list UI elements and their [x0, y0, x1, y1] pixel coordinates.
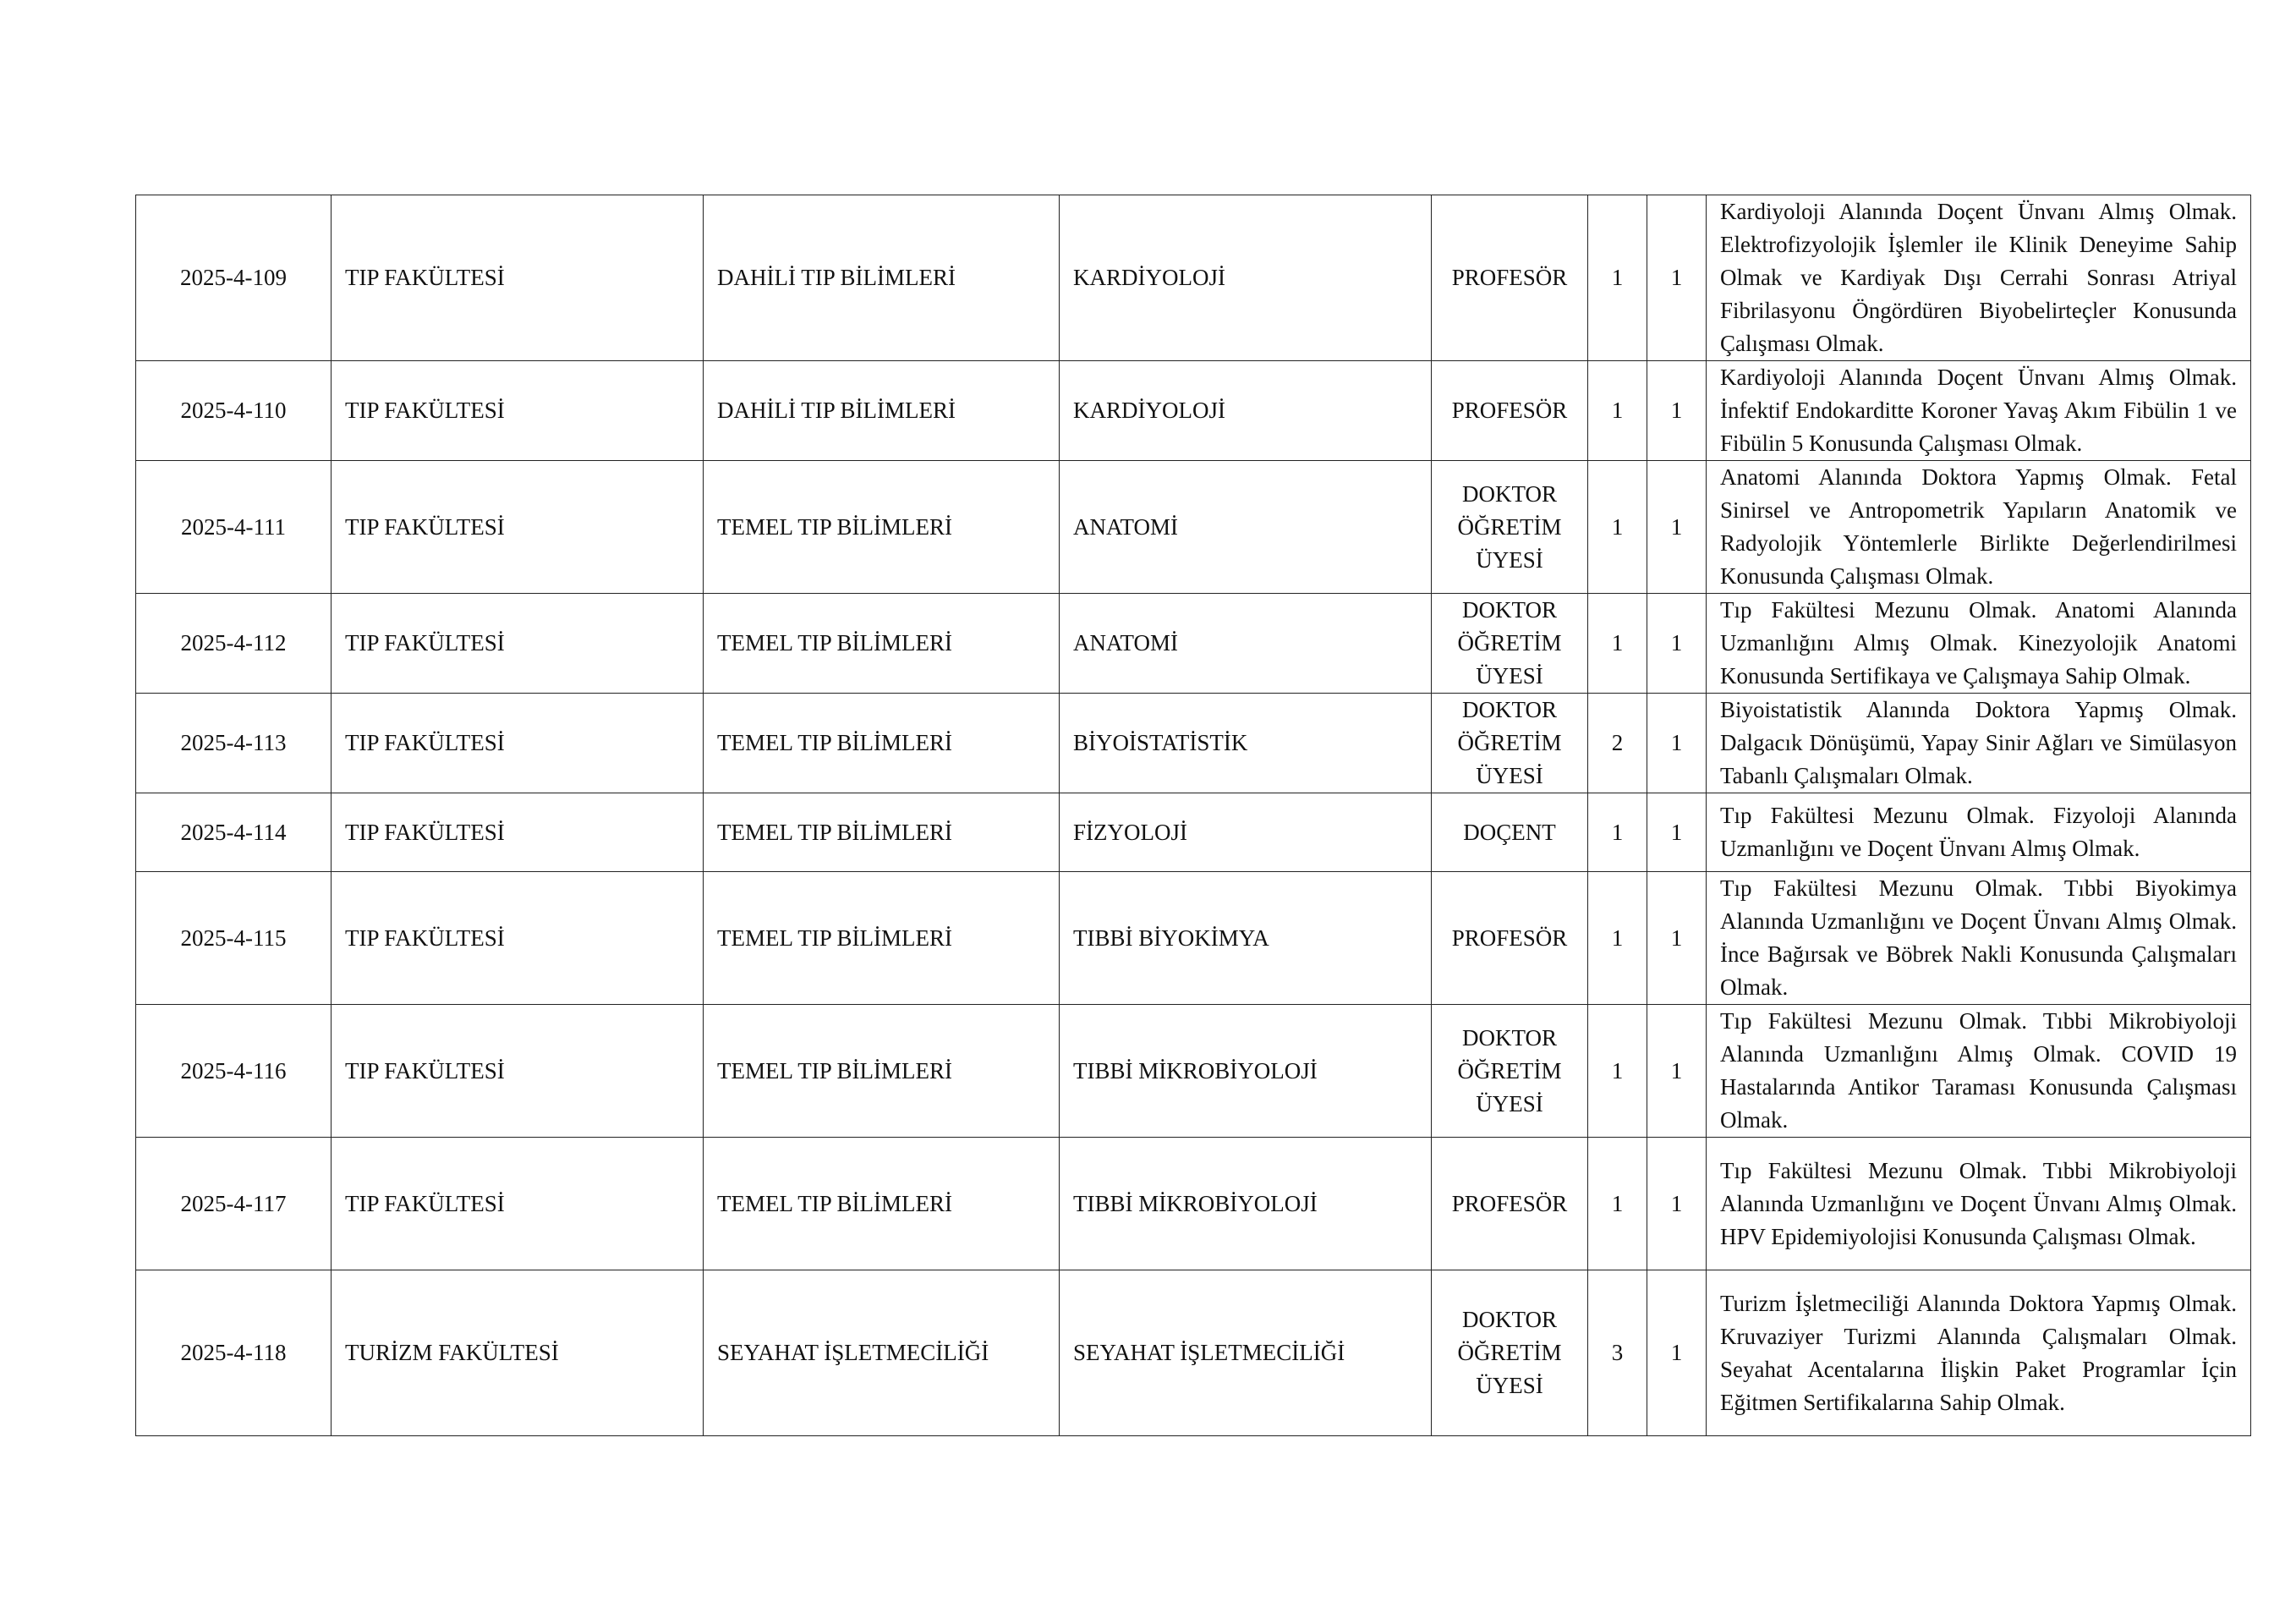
table-row	[136, 872, 2251, 1005]
posting-id-cell: 2025-4-113	[136, 694, 332, 793]
faculty-cell: TIP FAKÜLTESİ	[332, 694, 704, 793]
table-row	[136, 694, 2251, 793]
count-cell: 1	[1588, 872, 1647, 1005]
requirement-cell: Tıp Fakültesi Mezunu Olmak. Tıbbi Mikrobiyoloji Alanında Uzmanlığını Almış Olmak. COVID 19 Hastalarında Antikor Taraması Konusunda Çalışması Olmak.	[1707, 1005, 2251, 1138]
table-row	[136, 793, 2251, 872]
faculty-cell: TIP FAKÜLTESİ	[332, 1005, 704, 1138]
count-cell: 2	[1588, 694, 1647, 793]
requirement-cell: Tıp Fakültesi Mezunu Olmak. Tıbbi Mikrobiyoloji Alanında Uzmanlığını ve Doçent Ünvanı Almış Olmak. HPV Epidemiyolojisi Konusunda Çalışması Olmak.	[1707, 1138, 2251, 1270]
department-cell: TEMEL TIP BİLİMLERİ	[704, 694, 1060, 793]
count-cell: 1	[1588, 594, 1647, 694]
program-cell: KARDİYOLOJİ	[1060, 361, 1432, 461]
department-cell: TEMEL TIP BİLİMLERİ	[704, 872, 1060, 1005]
department-cell: TEMEL TIP BİLİMLERİ	[704, 1005, 1060, 1138]
program-cell: ANATOMİ	[1060, 594, 1432, 694]
table-row	[136, 1138, 2251, 1270]
count-cell: 1	[1588, 461, 1647, 594]
academic-title-cell: PROFESÖR	[1432, 872, 1588, 1005]
department-cell: DAHİLİ TIP BİLİMLERİ	[704, 361, 1060, 461]
posting-id-cell: 2025-4-117	[136, 1138, 332, 1270]
requirement-cell: Anatomi Alanında Doktora Yapmış Olmak. Fetal Sinirsel ve Antropometrik Yapıların Anatomik ve Radyolojik Yöntemlerle Birlikte Değerlendirilmesi Konusunda Çalışması Olmak.	[1707, 461, 2251, 594]
program-cell: FİZYOLOJİ	[1060, 793, 1432, 872]
academic-title-cell: PROFESÖR	[1432, 1138, 1588, 1270]
posting-id-cell: 2025-4-115	[136, 872, 332, 1005]
program-cell: TIBBİ MİKROBİYOLOJİ	[1060, 1005, 1432, 1138]
academic-title-cell: DOKTOR ÖĞRETİM ÜYESİ	[1432, 1270, 1588, 1436]
requirement-cell: Tıp Fakültesi Mezunu Olmak. Fizyoloji Alanında Uzmanlığını ve Doçent Ünvanı Almış Olmak.	[1707, 793, 2251, 872]
table-row	[136, 1270, 2251, 1436]
count-cell: 1	[1588, 361, 1647, 461]
count-cell: 1	[1647, 694, 1707, 793]
program-cell: KARDİYOLOJİ	[1060, 195, 1432, 361]
table-row	[136, 1005, 2251, 1138]
program-cell: BİYOİSTATİSTİK	[1060, 694, 1432, 793]
requirement-cell: Biyoistatistik Alanında Doktora Yapmış Olmak. Dalgacık Dönüşümü, Yapay Sinir Ağları ve Simülasyon Tabanlı Çalışmaları Olmak.	[1707, 694, 2251, 793]
program-cell: ANATOMİ	[1060, 461, 1432, 594]
positions-table	[135, 195, 2251, 1436]
program-cell: TIBBİ MİKROBİYOLOJİ	[1060, 1138, 1432, 1270]
requirement-cell: Tıp Fakültesi Mezunu Olmak. Anatomi Alanında Uzmanlığını Almış Olmak. Kinezyolojik Anatomi Konusunda Sertifikaya ve Çalışmaya Sahip Olmak.	[1707, 594, 2251, 694]
academic-title-cell: DOKTOR ÖĞRETİM ÜYESİ	[1432, 594, 1588, 694]
count-cell: 1	[1647, 872, 1707, 1005]
count-cell: 1	[1588, 1138, 1647, 1270]
program-cell: SEYAHAT İŞLETMECİLİĞİ	[1060, 1270, 1432, 1436]
academic-title-cell: DOKTOR ÖĞRETİM ÜYESİ	[1432, 461, 1588, 594]
table-row	[136, 594, 2251, 694]
table-row	[136, 195, 2251, 361]
department-cell: TEMEL TIP BİLİMLERİ	[704, 461, 1060, 594]
academic-title-cell: DOÇENT	[1432, 793, 1588, 872]
faculty-cell: TIP FAKÜLTESİ	[332, 1138, 704, 1270]
count-cell: 3	[1588, 1270, 1647, 1436]
requirement-cell: Kardiyoloji Alanında Doçent Ünvanı Almış Olmak. İnfektif Endokarditte Koroner Yavaş Akım Fibülin 1 ve Fibülin 5 Konusunda Çalışması Olmak.	[1707, 361, 2251, 461]
requirement-cell: Turizm İşletmeciliği Alanında Doktora Yapmış Olmak. Kruvaziyer Turizmi Alanında Çalışmaları Olmak. Seyahat Acentalarına İlişkin Paket Programlar İçin Eğitmen Sertifikalarına Sahip Olmak.	[1707, 1270, 2251, 1436]
department-cell: SEYAHAT İŞLETMECİLİĞİ	[704, 1270, 1060, 1436]
academic-title-cell: PROFESÖR	[1432, 361, 1588, 461]
faculty-cell: TIP FAKÜLTESİ	[332, 793, 704, 872]
table-row	[136, 361, 2251, 461]
count-cell: 1	[1647, 793, 1707, 872]
count-cell: 1	[1647, 361, 1707, 461]
count-cell: 1	[1588, 793, 1647, 872]
count-cell: 1	[1588, 195, 1647, 361]
academic-title-cell: DOKTOR ÖĞRETİM ÜYESİ	[1432, 1005, 1588, 1138]
academic-title-cell: DOKTOR ÖĞRETİM ÜYESİ	[1432, 694, 1588, 793]
requirement-cell: Kardiyoloji Alanında Doçent Ünvanı Almış Olmak. Elektrofizyolojik İşlemler ile Klinik Deneyime Sahip Olmak ve Kardiyak Dışı Cerrahi Sonrası Atriyal Fibrilasyonu Öngördüren Biyobelirteçler Konusunda Çalışması Olmak.	[1707, 195, 2251, 361]
count-cell: 1	[1647, 594, 1707, 694]
count-cell: 1	[1647, 1005, 1707, 1138]
department-cell: TEMEL TIP BİLİMLERİ	[704, 1138, 1060, 1270]
table-body	[136, 195, 2251, 1436]
posting-id-cell: 2025-4-111	[136, 461, 332, 594]
department-cell: DAHİLİ TIP BİLİMLERİ	[704, 195, 1060, 361]
count-cell: 1	[1647, 461, 1707, 594]
count-cell: 1	[1647, 1270, 1707, 1436]
count-cell: 1	[1588, 1005, 1647, 1138]
faculty-cell: TIP FAKÜLTESİ	[332, 461, 704, 594]
department-cell: TEMEL TIP BİLİMLERİ	[704, 594, 1060, 694]
table-row	[136, 461, 2251, 594]
faculty-cell: TIP FAKÜLTESİ	[332, 195, 704, 361]
posting-id-cell: 2025-4-110	[136, 361, 332, 461]
requirement-cell: Tıp Fakültesi Mezunu Olmak. Tıbbi Biyokimya Alanında Uzmanlığını ve Doçent Ünvanı Almış Olmak. İnce Bağırsak ve Böbrek Nakli Konusunda Çalışmaları Olmak.	[1707, 872, 2251, 1005]
department-cell: TEMEL TIP BİLİMLERİ	[704, 793, 1060, 872]
posting-id-cell: 2025-4-114	[136, 793, 332, 872]
posting-id-cell: 2025-4-109	[136, 195, 332, 361]
posting-id-cell: 2025-4-118	[136, 1270, 332, 1436]
faculty-cell: TIP FAKÜLTESİ	[332, 361, 704, 461]
academic-title-cell: PROFESÖR	[1432, 195, 1588, 361]
count-cell: 1	[1647, 1138, 1707, 1270]
faculty-cell: TURİZM FAKÜLTESİ	[332, 1270, 704, 1436]
program-cell: TIBBİ BİYOKİMYA	[1060, 872, 1432, 1005]
faculty-cell: TIP FAKÜLTESİ	[332, 594, 704, 694]
posting-id-cell: 2025-4-116	[136, 1005, 332, 1138]
count-cell: 1	[1647, 195, 1707, 361]
faculty-cell: TIP FAKÜLTESİ	[332, 872, 704, 1005]
posting-id-cell: 2025-4-112	[136, 594, 332, 694]
